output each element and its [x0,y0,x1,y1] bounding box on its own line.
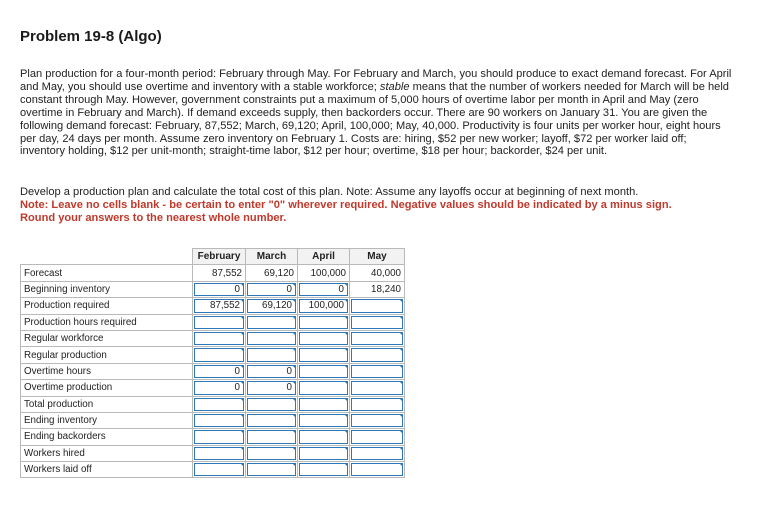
cell-flag-icon [292,299,296,303]
table-row [21,412,405,428]
table-row [21,462,405,478]
cell-input[interactable]: 0 [194,283,244,296]
cell-flag-icon [399,414,403,418]
cell-flag-icon [399,398,403,402]
input-cell[interactable] [193,330,246,346]
input-cell[interactable] [246,363,298,379]
input-cell[interactable] [350,330,405,346]
cell-flag-icon [292,398,296,402]
cell-flag-icon [240,283,244,287]
input-cell[interactable] [246,412,298,428]
table-header-row [21,249,405,265]
cell-input[interactable] [351,430,403,443]
cell-flag-icon [399,299,403,303]
cell-input[interactable]: 87,552 [194,299,244,312]
cell-flag-icon [292,463,296,467]
input-cell[interactable] [350,380,405,396]
table-row [21,363,405,379]
input-cell[interactable] [193,412,246,428]
cell-input[interactable] [247,463,296,476]
column-header-february: February [193,249,246,265]
cell-flag-icon [292,414,296,418]
instructions-text: Develop a production plan and calculate the total cost of this plan. Note: Assume any layoffs occur at beginning of next month. [20,186,639,198]
input-cell[interactable] [246,429,298,445]
header-blank [21,249,193,265]
cell-input[interactable] [351,381,403,394]
cell-value: 87,552 [212,267,242,279]
input-cell[interactable] [246,314,298,330]
red-note: Note: Leave no cells blank - be certain to enter "0" wherever required. Negative values should be indicated by a minus sign. [20,198,672,211]
input-cell[interactable] [246,380,298,396]
description-part-2: means that the number of workers needed for March will be held constant through May. However, government constraints put a maximum of 5,000 hours of overtime labor per month in April and May (zero overtime in February and March). If demand exceeds supply, then backorders occur. There are 90 workers on January 31. You are given the following demand forecast: February, 87,552; March, 69,120; April, 100,000; May, 40,000. Productivity is four units per worker hour, eight hours per day, 24 days per month. Assume zero inventory on February 1. Costs are: hiring, $52 per new worker; layoff, $72 per worker laid off; inventory holding, $12 per unit-month; straight-time labor, $12 per hour; overtime, $18 per hour; backorder, $24 per unit. [20,80,729,158]
cell-input[interactable] [351,463,403,476]
cell-flag-icon [344,381,348,385]
input-cell[interactable] [298,396,350,412]
table-row [21,429,405,445]
cell-input[interactable]: 0 [194,381,244,394]
input-cell[interactable] [350,298,405,314]
row-label: Ending inventory [21,412,193,428]
cell-input[interactable] [194,398,244,411]
input-cell[interactable] [350,445,405,461]
cell-flag-icon [399,447,403,451]
input-cell[interactable] [298,462,350,478]
cell-input[interactable] [247,414,296,427]
cell-value: 40,000 [371,267,401,279]
cell-flag-icon [344,283,348,287]
cell-flag-icon [240,463,244,467]
cell-flag-icon [240,348,244,352]
cell-input[interactable]: 0 [247,283,296,296]
cell-flag-icon [399,381,403,385]
cell-flag-icon [399,365,403,369]
cell-input[interactable]: 0 [247,381,296,394]
cell-flag-icon [344,398,348,402]
input-cell[interactable] [246,330,298,346]
cell-flag-icon [240,414,244,418]
row-label: Overtime production [21,380,193,396]
cell-input[interactable] [351,316,403,329]
description-stable-word: stable [379,80,410,93]
row-label: Production hours required [21,314,193,330]
cell-input[interactable] [247,430,296,443]
row-label: Ending backorders [21,429,193,445]
page-title: Problem 19-8 (Algo) [20,28,162,45]
cell-input[interactable] [194,430,244,443]
input-cell[interactable] [193,298,246,314]
cell-flag-icon [344,316,348,320]
cell-input[interactable] [194,414,244,427]
row-label: Beginning inventory [21,281,193,297]
input-cell[interactable] [193,363,246,379]
cell-flag-icon [292,332,296,336]
cell-input[interactable] [299,381,348,394]
input-cell[interactable] [298,347,350,363]
cell-input[interactable] [194,332,244,345]
cell-input[interactable] [299,414,348,427]
input-cell[interactable] [350,314,405,330]
row-label: Production required [21,298,193,314]
row-label: Total production [21,396,193,412]
cell-input[interactable] [351,414,403,427]
cell-flag-icon [240,430,244,434]
value-cell [246,265,298,281]
cell-value: 69,120 [264,267,294,279]
table-row [21,298,405,314]
cell-flag-icon [240,365,244,369]
cell-value: 100,000 [310,267,346,279]
instructions [20,186,732,225]
cell-input[interactable] [351,332,403,345]
input-cell[interactable] [350,462,405,478]
cell-input[interactable] [247,316,296,329]
cell-input[interactable] [299,332,348,345]
input-cell[interactable] [193,396,246,412]
table-body [21,265,405,478]
input-cell[interactable] [298,281,350,297]
cell-flag-icon [399,463,403,467]
input-cell[interactable] [298,314,350,330]
value-cell [193,265,246,281]
table-row [21,265,405,281]
problem-description [20,68,732,158]
cell-flag-icon [240,381,244,385]
cell-flag-icon [292,365,296,369]
value-cell [350,265,405,281]
cell-flag-icon [344,447,348,451]
cell-flag-icon [399,332,403,336]
cell-flag-icon [399,348,403,352]
table-row [21,281,405,297]
cell-flag-icon [399,316,403,320]
input-cell[interactable] [298,445,350,461]
cell-input[interactable] [194,447,244,460]
cell-flag-icon [292,283,296,287]
cell-input[interactable]: 69,120 [247,299,296,312]
input-cell[interactable] [246,396,298,412]
cell-input[interactable]: 100,000 [299,299,348,312]
column-header-march: March [246,249,298,265]
cell-flag-icon [292,381,296,385]
input-cell[interactable] [298,412,350,428]
input-cell[interactable] [246,281,298,297]
input-cell[interactable] [246,298,298,314]
cell-input[interactable] [247,398,296,411]
cell-input[interactable] [299,348,348,361]
description-part-1: Plan production for a four-month period: February through May. For February and March, you should produce to exact demand forecast. For April and May, you should use overtime and inventory with a stable workforce; [20,68,732,93]
cell-flag-icon [344,299,348,303]
cell-input[interactable] [299,398,348,411]
input-cell[interactable] [246,462,298,478]
input-cell[interactable] [350,412,405,428]
cell-input[interactable] [194,316,244,329]
cell-input[interactable] [299,365,348,378]
cell-input[interactable] [247,348,296,361]
cell-input[interactable]: 0 [299,283,348,296]
row-label: Workers laid off [21,462,193,478]
cell-input[interactable] [299,463,348,476]
input-cell[interactable] [193,380,246,396]
input-cell[interactable] [193,462,246,478]
table-row [21,314,405,330]
cell-input[interactable]: 0 [247,365,296,378]
cell-flag-icon [344,430,348,434]
cell-flag-icon [344,463,348,467]
cell-input[interactable] [351,365,403,378]
cell-input[interactable] [299,430,348,443]
input-cell[interactable] [193,314,246,330]
cell-input[interactable] [351,348,403,361]
cell-input[interactable] [194,463,244,476]
row-label: Regular production [21,347,193,363]
input-cell[interactable] [298,429,350,445]
cell-flag-icon [292,430,296,434]
cell-input[interactable]: 0 [194,365,244,378]
input-cell[interactable] [246,445,298,461]
table-row [21,445,405,461]
input-cell[interactable] [246,347,298,363]
input-cell[interactable] [350,396,405,412]
row-label: Workers hired [21,445,193,461]
round-note: Round your answers to the nearest whole number. [20,211,287,224]
input-cell[interactable] [298,298,350,314]
cell-flag-icon [240,398,244,402]
input-cell[interactable] [350,347,405,363]
table-row [21,396,405,412]
column-header-april: April [298,249,350,265]
cell-flag-icon [240,316,244,320]
column-header-may: May [350,249,405,265]
input-cell[interactable] [350,363,405,379]
cell-flag-icon [344,414,348,418]
cell-input[interactable] [351,299,403,312]
input-cell[interactable] [298,363,350,379]
row-label: Overtime hours [21,363,193,379]
table-row [21,347,405,363]
row-label: Forecast [21,265,193,281]
cell-flag-icon [240,447,244,451]
cell-flag-icon [292,316,296,320]
table-row [21,380,405,396]
input-cell[interactable] [350,429,405,445]
cell-flag-icon [240,332,244,336]
production-plan-table [20,248,405,478]
row-label: Regular workforce [21,330,193,346]
cell-value: 18,240 [371,283,401,295]
table-row [21,330,405,346]
cell-flag-icon [240,299,244,303]
cell-flag-icon [292,447,296,451]
cell-flag-icon [344,348,348,352]
value-cell [298,265,350,281]
cell-input[interactable] [247,332,296,345]
cell-flag-icon [344,332,348,336]
input-cell[interactable] [193,445,246,461]
cell-input[interactable] [351,447,403,460]
cell-flag-icon [344,365,348,369]
cell-input[interactable] [247,447,296,460]
input-cell[interactable] [193,429,246,445]
cell-input[interactable] [351,398,403,411]
cell-flag-icon [399,430,403,434]
cell-input[interactable] [299,447,348,460]
cell-input[interactable] [194,348,244,361]
input-cell[interactable] [298,380,350,396]
cell-input[interactable] [299,316,348,329]
value-cell [350,281,405,297]
input-cell[interactable] [193,347,246,363]
input-cell[interactable] [298,330,350,346]
cell-flag-icon [292,348,296,352]
input-cell[interactable] [193,281,246,297]
